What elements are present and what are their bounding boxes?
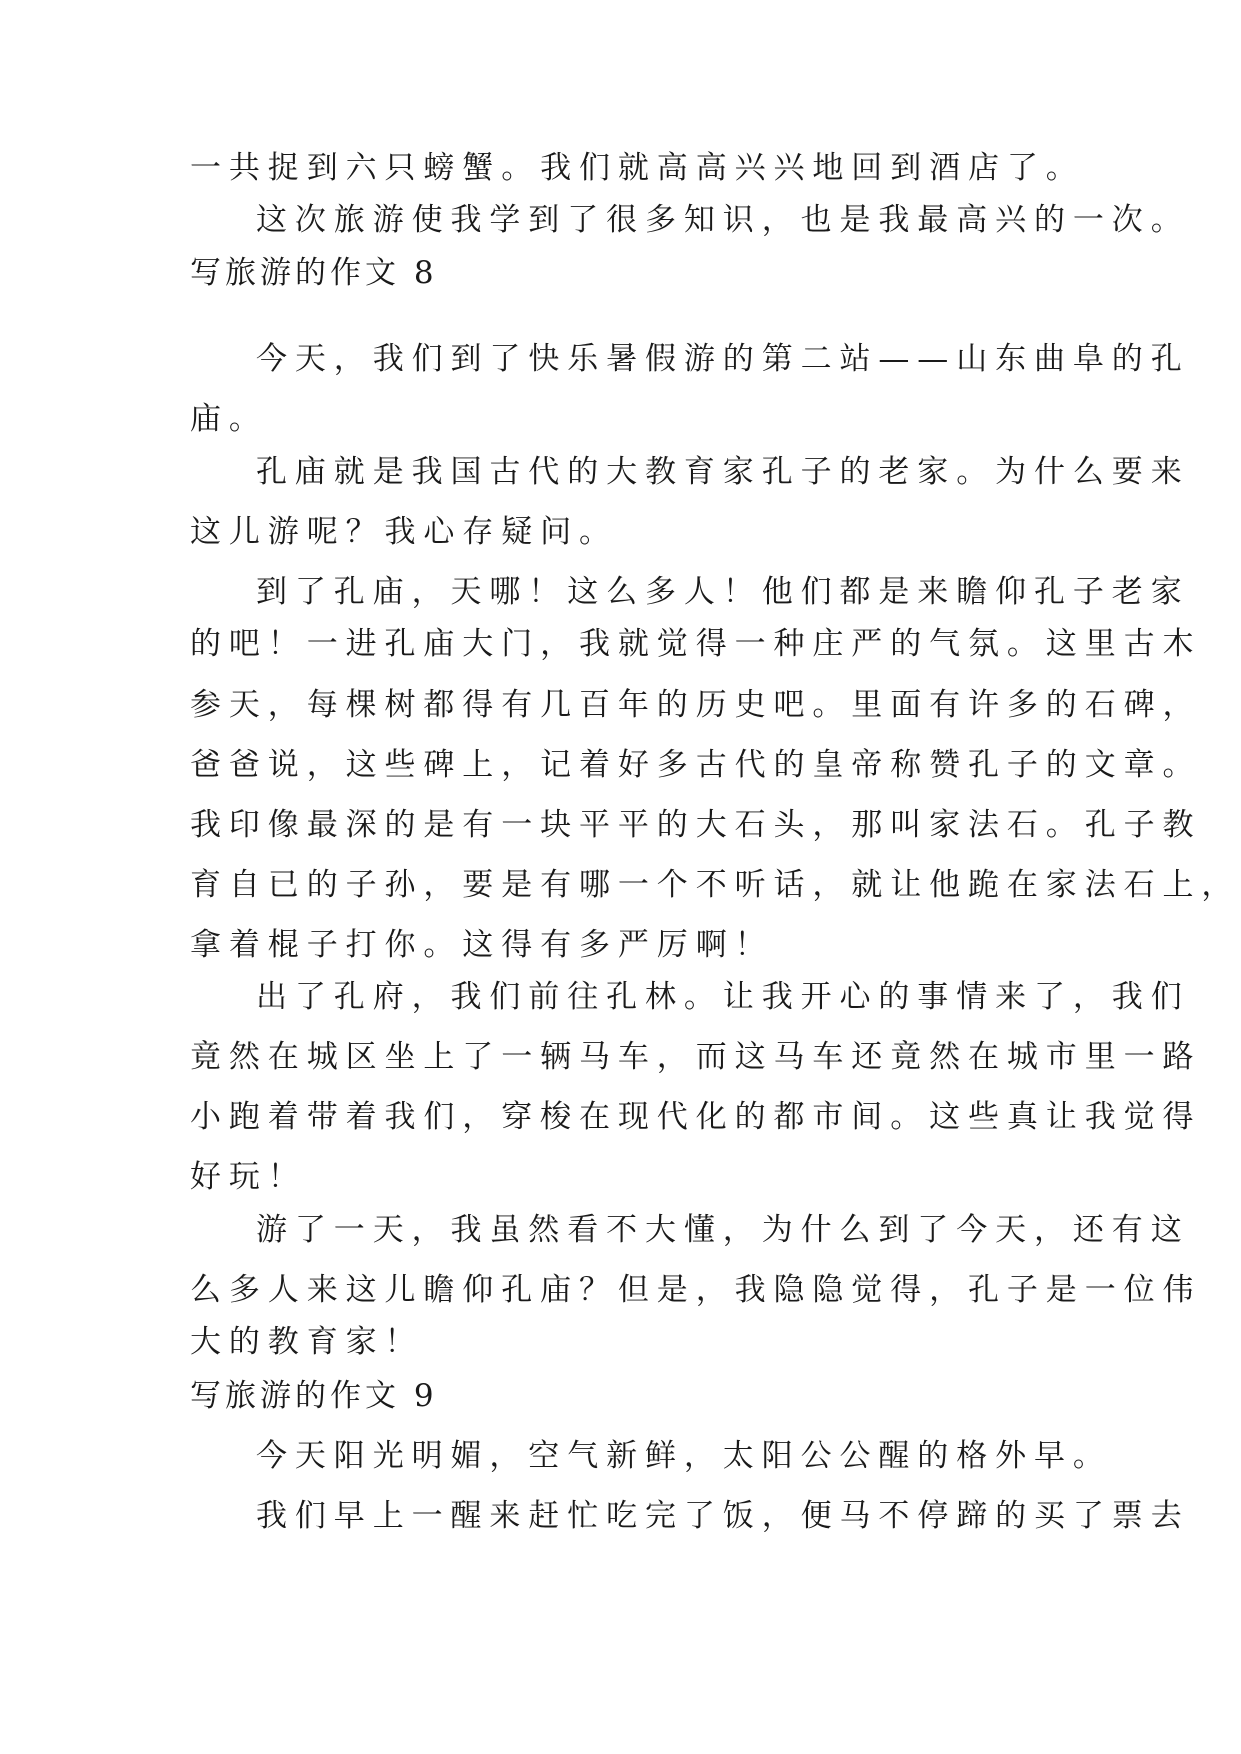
text-line: 好玩！ xyxy=(190,1159,307,1195)
text-line: 今天，我们到了快乐暑假游的第二站——山东曲阜的孔 xyxy=(256,341,1190,377)
text-line: 出了孔府，我们前往孔林。让我开心的事情来了，我们 xyxy=(256,979,1190,1015)
text-line: 么多人来这儿瞻仰孔庙？但是，我隐隐觉得，孔子是一位伟 xyxy=(190,1272,1202,1308)
text-line: 到了孔庙，天哪！这么多人！他们都是来瞻仰孔子老家 xyxy=(256,574,1190,610)
text-line: 今天阳光明媚，空气新鲜，太阳公公醒的格外早。 xyxy=(256,1438,1112,1474)
section-heading: 写旅游的作文 9 xyxy=(190,1378,438,1414)
text-line: 的吧！一进孔庙大门，我就觉得一种庄严的气氛。这里古木 xyxy=(190,626,1202,662)
text-line: 竟然在城区坐上了一辆马车，而这马车还竟然在城市里一路 xyxy=(190,1039,1202,1075)
text-line: 参天，每棵树都得有几百年的历史吧。里面有许多的石碑， xyxy=(190,687,1202,723)
text-line: 爸爸说，这些碑上，记着好多古代的皇帝称赞孔子的文章。 xyxy=(190,747,1202,783)
section-heading: 写旅游的作文 8 xyxy=(190,255,438,291)
text-line: 这次旅游使我学到了很多知识，也是我最高兴的一次。 xyxy=(256,202,1190,238)
text-line: 游了一天，我虽然看不大懂，为什么到了今天，还有这 xyxy=(256,1212,1190,1248)
text-line: 小跑着带着我们，穿梭在现代化的都市间。这些真让我觉得 xyxy=(190,1099,1202,1135)
text-line: 我印像最深的是有一块平平的大石头，那叫家法石。孔子教 xyxy=(190,807,1202,843)
text-line: 一共捉到六只螃蟹。我们就高高兴兴地回到酒店了。 xyxy=(190,150,1085,186)
text-line: 我们早上一醒来赶忙吃完了饭，便马不停蹄的买了票去 xyxy=(256,1498,1190,1534)
text-line: 大的教育家！ xyxy=(190,1324,424,1360)
text-line: 这儿游呢？我心存疑问。 xyxy=(190,514,618,550)
text-line: 拿着棍子打你。这得有多严厉啊！ xyxy=(190,927,774,963)
text-line: 育自已的子孙，要是有哪一个不听话，就让他跪在家法石上， xyxy=(190,867,1241,903)
text-line: 庙。 xyxy=(190,401,268,437)
text-line: 孔庙就是我国古代的大教育家孔子的老家。为什么要来 xyxy=(256,454,1190,490)
